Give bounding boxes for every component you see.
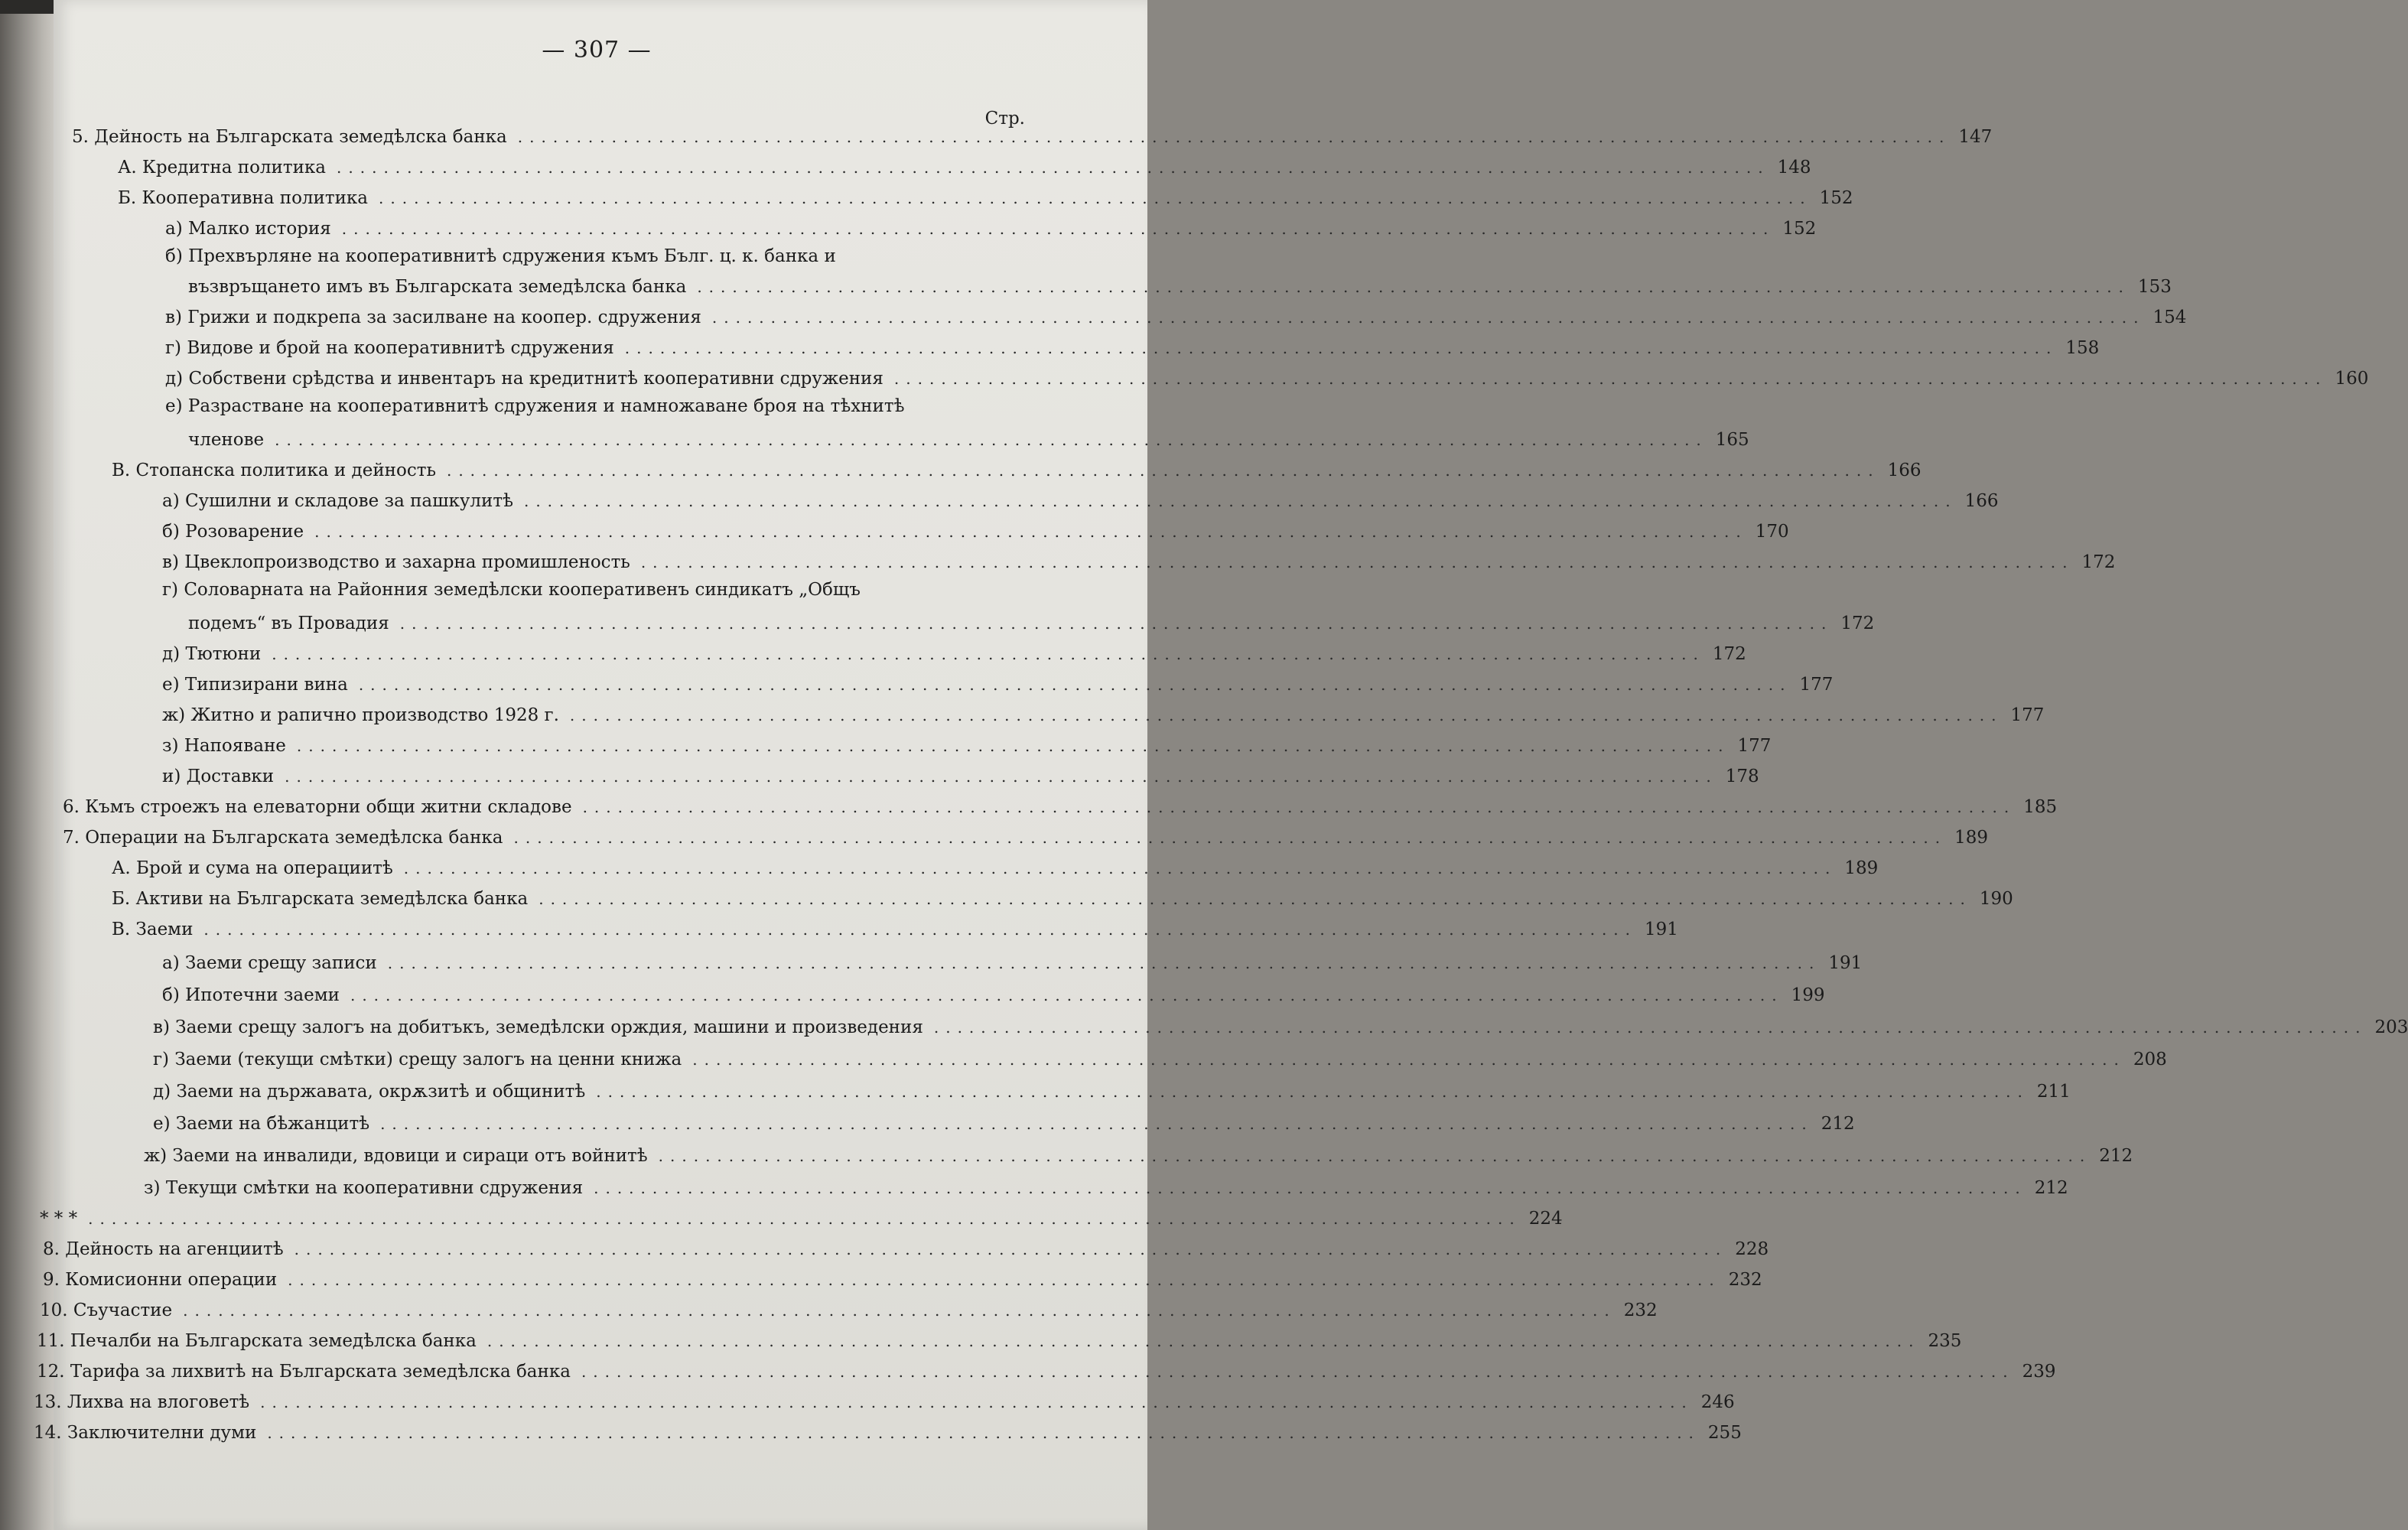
leader-dots: .......................................................................................................................... [523,492,1957,510]
toc-entry-label: б) Ипотечни заеми [162,985,340,1005]
toc-entry-label: Б. Кооперативна политика [118,188,369,208]
toc-entry-page: 203 [2374,1017,2408,1037]
toc-entry-page: 189 [1954,828,1989,848]
toc-entry-label: е) Разрастване на кооперативнитѣ сдружения и намножаване броя на тѣхнитѣ [165,396,905,416]
toc-entry-page: 166 [1964,491,1999,511]
toc-entry-label: е) Заеми на бѣжанцитѣ [153,1114,370,1134]
leader-dots: .......................................................................................................................... [513,828,1948,847]
leader-dots: .......................................................................................................................... [272,645,1705,663]
toc-entry-label: 10. Съучастие [40,1300,173,1320]
toc-entry [188,609,1875,635]
leader-dots: .......................................................................................................................... [260,1393,1694,1411]
leader-dots: .......................................................................................................................... [183,1301,1616,1320]
toc-entry [153,1077,2071,1103]
toc-entry [188,425,1749,451]
toc-entry-label: Б. Активи на Българската земедѣлска банка [112,889,529,909]
toc-entry-label: г) Заеми (текущи смѣтки) срещу залогъ на ценни книжа [153,1050,682,1069]
toc-entry [37,1357,2056,1383]
toc-entry-page: 178 [1725,767,1759,786]
leader-dots: .......................................................................................................................... [711,308,2146,327]
leader-dots: .......................................................................................................................... [517,128,1951,146]
toc-entry-label: ж) Заеми на инвалиди, вдовици и сираци отъ войнитѣ [144,1146,648,1166]
toc-entry-label: А. Кредитна политика [118,158,327,177]
toc-entry-label: а) Сушилни и складове за пашкулитѣ [162,491,513,511]
toc-entry-label: и) Доставки [162,767,275,786]
toc-entry [162,670,1834,696]
toc-entry-page: 239 [2022,1362,2056,1382]
toc-entry-label: д) Тютюни [162,644,262,664]
toc-entry [144,1174,2068,1200]
toc-entry [34,1388,1735,1414]
toc-entry-label: б) Прехвърляне на кооперативнитѣ сдружения къмъ Бълг. ц. к. банка и [165,246,836,266]
toc-entry-label: г) Видове и брой на кооперативнитѣ сдружения [165,338,614,358]
toc-entry [112,854,1879,880]
toc-entry-label: В. Стопанска политика и дейность [112,461,436,480]
leader-dots: .......................................................................................................................... [581,1362,2015,1381]
toc-entry-label: ж) Житно и рапично производство 1928 г. [162,705,559,725]
toc-entry [162,762,1759,788]
toc-entry [63,793,2058,819]
toc-entry-page: 235 [1928,1331,1962,1351]
leader-dots: .......................................................................................................................... [379,189,1812,207]
toc-entry [162,640,1746,666]
toc-entry-page: 208 [2133,1050,2167,1069]
toc-entry-label: * * * [40,1209,78,1229]
toc-entry [165,303,2187,329]
toc-entry-label: 9. Комисионни операции [43,1270,278,1290]
toc-entry [40,1296,1658,1322]
toc-entry-label: 14. Заключителни думи [34,1423,257,1443]
leader-dots: .......................................................................................................................... [569,706,2003,724]
toc-entry [162,981,1825,1007]
leader-dots: .......................................................................................................................... [358,675,1792,694]
leader-dots: .......................................................................................................................... [380,1115,1814,1133]
leader-dots: .......................................................................................................................... [640,553,2074,571]
leader-dots: .......................................................................................................................... [288,1271,1721,1289]
toc-entry-label: е) Типизирани вина [162,675,348,695]
toc-entry [72,122,1993,148]
toc-entry [162,731,1772,757]
toc-entry-page: 172 [2081,552,2116,572]
toc-entry-page: 191 [1645,920,1678,939]
toc-entry-page: 172 [1712,644,1746,664]
toc-entry-page: 172 [1840,614,1875,633]
toc-entry [162,949,1863,975]
toc-entry [153,1013,2408,1039]
leader-dots: .......................................................................................................................... [697,278,2130,296]
leader-dots: .......................................................................................................................... [275,431,1708,449]
toc-entry [118,153,1811,179]
toc-entry-page: 158 [2065,338,2100,358]
toc-entry-label: В. Заеми [112,920,194,939]
toc-entry-page: 153 [2137,277,2172,297]
toc-entry [188,272,2172,298]
toc-entry-page: 191 [1828,953,1863,973]
toc-entry-page: 177 [1799,675,1834,695]
toc-entry-continuation: членове [188,430,265,450]
book-page [34,0,2408,1530]
toc-entry-label: 12. Тарифа за лихвитѣ на Българската земедѣлска банка [37,1362,571,1382]
toc-entry-page: 170 [1755,522,1789,542]
toc-entry-page: 211 [2036,1082,2071,1102]
toc-entry-page: 148 [1777,158,1811,177]
toc-entry [162,487,1999,513]
toc-entry [144,1141,2133,1167]
toc-entry [118,184,1853,210]
toc-entry [162,517,1789,543]
leader-dots: .......................................................................................................................... [594,1179,2027,1197]
leader-dots: .......................................................................................................................... [337,158,1770,177]
toc-entry-label: д) Заеми на държавата, окрѫзитѣ и общинитѣ [153,1082,586,1102]
toc-entry [165,334,2100,360]
page-number: — 307 — [542,37,652,63]
toc-entry [165,214,1817,240]
toc-entry [153,1109,1855,1135]
toc-entry-label: в) Грижи и подкрепа за засилване на коопер. сдружения [165,308,701,327]
toc-entry [112,884,2013,910]
leader-dots: .......................................................................................................................... [893,369,2328,388]
toc-entry-page: 152 [1819,188,1853,208]
leader-dots: .......................................................................................................................... [314,522,1748,541]
leader-dots: .......................................................................................................................... [596,1082,2029,1101]
toc-entry-label: б) Розоварение [162,522,304,542]
leader-dots: .......................................................................................................................... [294,1240,1728,1258]
leader-dots: .......................................................................................................................... [624,339,2058,357]
leader-dots: .......................................................................................................................... [341,220,1775,238]
toc-entry [63,823,1989,849]
toc-entry-page: 165 [1715,430,1749,450]
leader-dots: .......................................................................................................................... [267,1424,1700,1442]
toc-entry-page: 246 [1700,1392,1735,1412]
toc-entry-label: з) Текущи смѣтки на кооперативни сдружения [144,1178,584,1198]
leader-dots: .......................................................................................................................... [403,859,1837,877]
leader-dots: .......................................................................................................................... [539,890,1972,908]
toc-entry-page: 154 [2153,308,2187,327]
toc-entry [43,1235,1769,1261]
toc-entry-label: а) Малко история [165,219,331,239]
toc-entry-page: 228 [1735,1239,1769,1259]
leader-dots: .......................................................................................................................... [296,737,1730,755]
leader-dots: .......................................................................................................................... [582,798,2016,816]
leader-dots: .......................................................................................................................... [285,767,1718,786]
toc-entry-continuation: възвръщането имъ въ Българската земедѣлска банка [188,277,687,297]
toc-entry-page: 189 [1844,858,1879,878]
toc-entry-label: в) Цвеклопроизводство и захарна промишленость [162,552,630,572]
leader-dots: .......................................................................................................................... [692,1050,2126,1069]
leader-dots: .......................................................................................................................... [486,1332,1921,1350]
toc-entry-label: 7. Операции на Българската земедѣлска банка [63,828,503,848]
leader-dots: .......................................................................................................................... [203,920,1638,939]
toc-entry-label: в) Заеми срещу залогъ на добитъкъ, земедѣлски орждия, машини и произведения [153,1017,923,1037]
toc-entry-label: д) Собствени срѣдства и инвентаръ на кредитнитѣ кооперативни сдружения [165,369,883,389]
toc-entry-page: 185 [2023,797,2058,817]
page-column-header: Стр. [984,109,1025,129]
toc-entry-label: 5. Дейность на Българската земедѣлска банка [72,127,507,147]
toc-entry [37,1327,1962,1353]
toc-entry-label: а) Заеми срещу записи [162,953,377,973]
leader-dots: .......................................................................................................................... [350,986,1784,1004]
leader-dots: .......................................................................................................................... [88,1209,1521,1228]
toc-entry-page: 166 [1887,461,1922,480]
toc-entry [43,1265,1762,1291]
toc-entry [162,548,2116,574]
toc-entry-page: 255 [1707,1423,1742,1443]
table-of-contents [34,0,2408,1530]
toc-entry-label: А. Брой и сума на операциитѣ [112,858,393,878]
toc-entry-page: 199 [1791,985,1825,1005]
toc-entry [112,456,1922,482]
toc-entry-page: 224 [1528,1209,1563,1229]
toc-entry-page: 160 [2335,369,2369,389]
toc-entry [153,1045,2167,1071]
toc-entry-label: 8. Дейность на агенциитѣ [43,1239,284,1259]
leader-dots: .......................................................................................................................... [399,614,1834,633]
toc-entry [40,1204,1563,1230]
toc-entry-label: 13. Лихва на влоговетѣ [34,1392,250,1412]
leader-dots: .......................................................................................................................... [446,461,1880,480]
toc-entry-label: г) Соловарната на Районния земедѣлски кооперативенъ синдикатъ „Общъ [162,580,861,600]
leader-dots: .......................................................................................................................... [933,1018,2367,1037]
toc-entry-page: 190 [1979,889,2013,909]
toc-entry-page: 177 [1737,736,1772,756]
toc-entry-page: 212 [1821,1114,1855,1134]
toc-entry-page: 232 [1728,1270,1762,1290]
leader-dots: .......................................................................................................................... [387,954,1821,972]
toc-entry-page: 177 [2010,705,2045,725]
toc-entry-page: 232 [1623,1300,1658,1320]
toc-entry-continuation: подемъ“ въ Провадия [188,614,389,633]
toc-entry-label: 6. Къмъ строежъ на елеваторни общи житни складове [63,797,572,817]
toc-entry [162,701,2045,727]
toc-entry-page: 212 [2034,1178,2068,1198]
toc-entry [165,364,2369,390]
toc-entry-label: 11. Печалби на Българската земедѣлска банка [37,1331,477,1351]
toc-entry-page: 152 [1782,219,1817,239]
toc-entry-page: 147 [1958,127,1993,147]
toc-entry [34,1418,1742,1444]
toc-entry-page: 212 [2099,1146,2133,1166]
toc-entry-label: з) Напояване [162,736,286,756]
leader-dots: .......................................................................................................................... [658,1147,2092,1165]
toc-entry [112,915,1678,941]
